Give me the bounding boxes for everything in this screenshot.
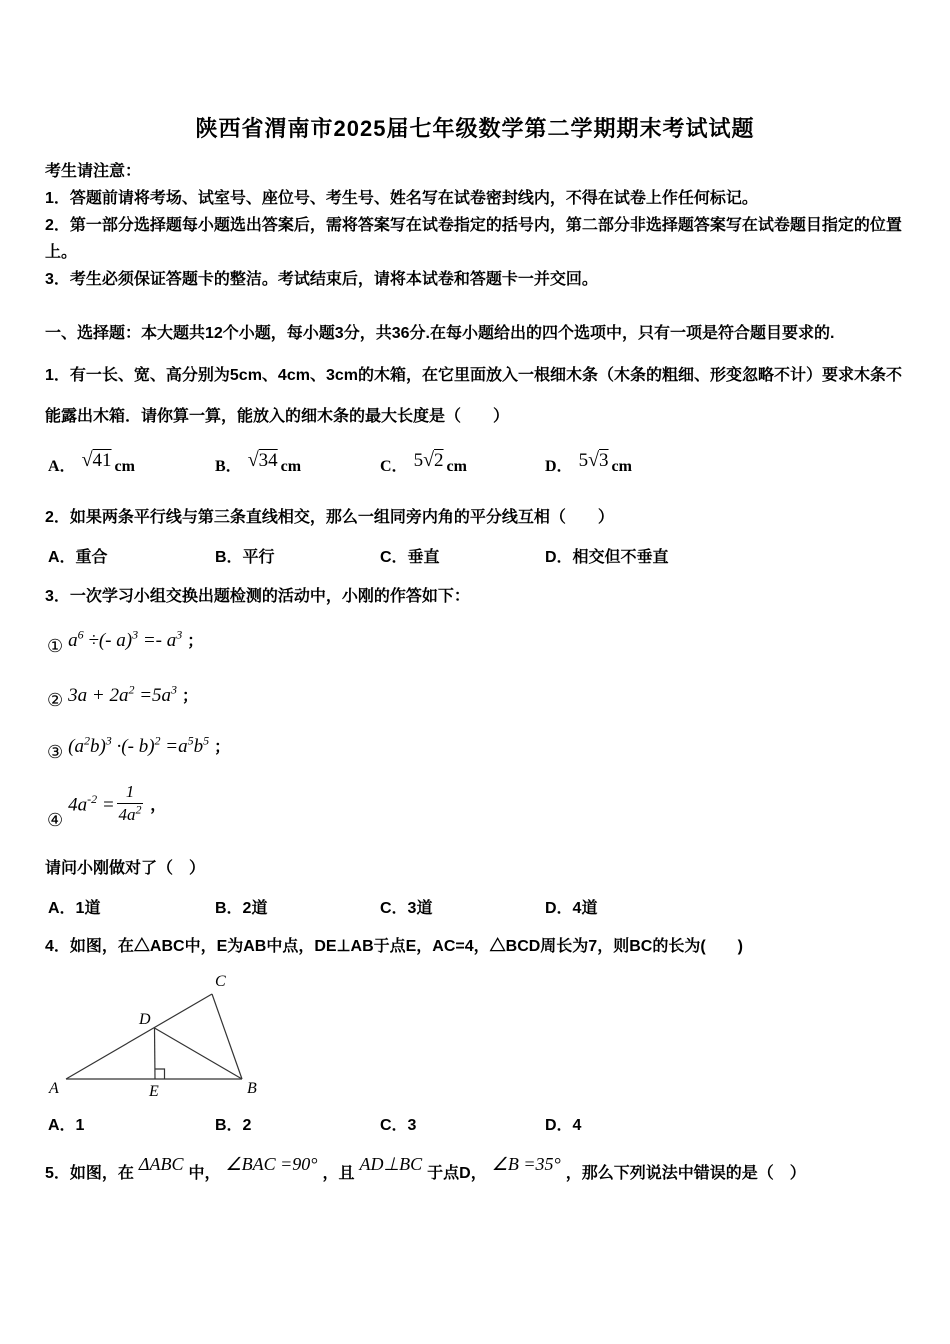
sqrt-expression: 5√2	[413, 449, 444, 471]
math-angle-bac: ∠BAC =90°	[225, 1153, 318, 1174]
equation-2-bullet: ②	[47, 690, 64, 711]
question-3	[45, 583, 905, 918]
question-3-followup: 请问小刚做对了（ ）	[45, 859, 206, 877]
vertex-label-c: C	[215, 972, 226, 990]
notice-heading: 考生请注意：	[45, 163, 142, 180]
section-heading: 一、选择题：本大题共12个小题，每小题3分，共36分.在每小题给出的四个选项中，只有一项是符合题目要求的.	[45, 325, 835, 342]
q3-option-c: C．3道	[380, 899, 433, 917]
vertex-label-d: D	[139, 1010, 151, 1028]
q3-option-b: B．2道	[215, 899, 268, 917]
question-5-stem: 5．如图，在 ΔABC 中， ∠BAC =90° ，且 AD⊥BC 于点D， ∠B =35° ，那么下列说法中错误的是（ ）	[45, 1153, 806, 1182]
radical-sign: √	[247, 449, 259, 471]
question-2	[45, 504, 905, 567]
equation-2	[45, 683, 905, 709]
question-2-stem: 2．如果两条平行线与第三条直线相交，那么一组同旁内角的平分线互相（ ）	[45, 509, 614, 526]
q3-option-d: D．4道	[545, 899, 598, 917]
notice-item-3: 3．考生必须保证答题卡的整洁。考试结束后，请将本试卷和答题卡一并交回。	[45, 271, 598, 288]
fraction: $\frac{1}{4a^2}$	[118, 781, 142, 825]
equation-4-math: $4a^{-2}$ = $\frac{1}{4a^2}$ ，	[68, 781, 167, 825]
q4-option-c: C．3	[380, 1116, 417, 1134]
q1-option-d: D． 5√3 cm	[545, 449, 632, 475]
notice-block	[45, 159, 905, 293]
math-ad-perp-bc: AD⊥BC	[359, 1153, 423, 1174]
equation-4	[45, 781, 905, 830]
radical-sign: √	[423, 449, 435, 471]
question-1-stem: 1．有一长、宽、高分别为5cm、4cm、3cm的木箱，在它里面放入一根细木条（木条的粗细、形变忽略不计）要求木条不能露出木箱．请你算一算，能放入的细木条的最大长度是（ ）	[45, 367, 902, 425]
question-3-options	[45, 895, 905, 918]
q2-option-d: D．相交但不垂直	[545, 549, 669, 566]
sqrt-expression: √41	[81, 449, 112, 471]
equation-3-math: $(a^2b)^3$ ·(- $b)^2 =a^5b^5$ ；	[68, 733, 231, 758]
math-triangle-abc: ΔABC	[138, 1153, 184, 1174]
q1-option-a: A． √41 cm	[48, 449, 135, 475]
q4-option-a: A．1	[48, 1116, 85, 1134]
q4-option-b: B．2	[215, 1116, 252, 1134]
radical-sign: √	[81, 449, 93, 471]
page-title: 陕西省渭南市2025届七年级数学第二学期期末考试试题	[195, 116, 755, 141]
vertex-label-b: B	[247, 1079, 257, 1097]
q2-option-a: A．重合	[48, 549, 108, 566]
triangle-figure	[45, 968, 285, 1103]
question-4-stem: 4．如图，在△ABC中，E为AB中点，DE⊥AB于点E，AC=4，△BCD周长为7，则BC的长为( )	[45, 937, 743, 955]
q2-option-c: C．垂直	[380, 549, 440, 566]
q3-option-a: A．1道	[48, 899, 101, 917]
equation-3-bullet: ③	[47, 741, 64, 762]
question-1	[45, 355, 905, 487]
question-1-options	[45, 443, 905, 487]
equation-4-bullet: ④	[47, 809, 64, 830]
vertex-label-a: A	[49, 1079, 59, 1097]
q4-option-d: D．4	[545, 1116, 582, 1134]
question-3-stem: 3．一次学习小组交换出题检测的活动中，小刚的作答如下：	[45, 588, 470, 605]
sqrt-expression: 5√3	[578, 449, 609, 471]
equation-3	[45, 734, 905, 760]
q1-option-c: C． 5√2 cm	[380, 449, 467, 475]
question-4	[45, 933, 905, 1135]
equation-1-bullet: ①	[47, 635, 64, 656]
equation-1	[45, 628, 905, 654]
math-angle-b: ∠B =35°	[491, 1153, 561, 1174]
question-2-options	[45, 544, 905, 567]
notice-item-2: 2．第一部分选择题每小题选出答案后，需将答案写在试卷指定的括号内，第二部分非选择题答案写在试卷题目指定的位置上。	[45, 217, 902, 261]
q1-option-b: B． √34 cm	[215, 449, 302, 475]
radical-sign: √	[588, 449, 600, 471]
equation-2-math: $3a + 2a^2 =5a^3$ ；	[68, 682, 199, 706]
question-4-figure-wrap	[45, 968, 905, 1106]
q2-option-b: B．平行	[215, 549, 275, 566]
equation-1-math: $a^6$ ÷(- $a)^3 =- a^3$ ；	[68, 627, 204, 651]
question-4-options	[45, 1112, 905, 1135]
vertex-label-e: E	[149, 1082, 159, 1100]
sqrt-expression: √34	[247, 449, 278, 471]
notice-item-1: 1．答题前请将考场、试室号、座位号、考生号、姓名写在试卷密封线内，不得在试卷上作任何标记。	[45, 190, 758, 207]
